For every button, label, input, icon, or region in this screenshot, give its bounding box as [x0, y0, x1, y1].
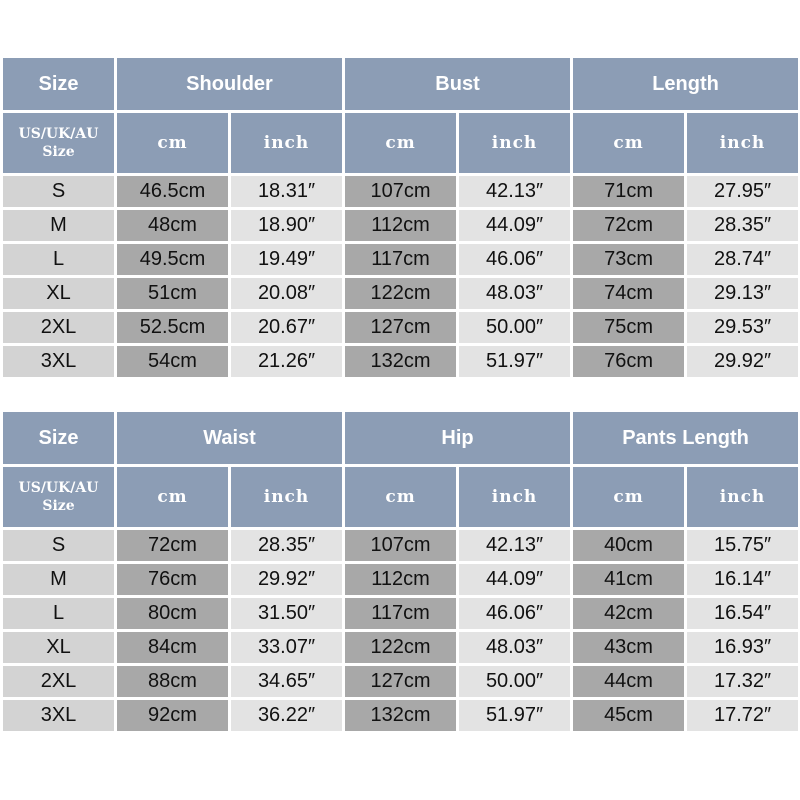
cm-cell: 72cm — [573, 210, 684, 241]
inch-cell: 46.06″ — [459, 598, 570, 629]
cm-cell: 73cm — [573, 244, 684, 275]
table-row — [3, 312, 798, 343]
unit-inch-header: inch — [687, 113, 798, 173]
size-cell: XL — [3, 632, 114, 663]
size-cell: S — [3, 176, 114, 207]
size-cell: M — [3, 210, 114, 241]
inch-cell: 16.14″ — [687, 564, 798, 595]
inch-cell: 33.07″ — [231, 632, 342, 663]
cm-cell: 71cm — [573, 176, 684, 207]
cm-cell: 112cm — [345, 564, 456, 595]
table-row — [3, 700, 798, 731]
inch-cell: 28.35″ — [231, 530, 342, 561]
inch-cell: 19.49″ — [231, 244, 342, 275]
unit-cm-header: cm — [117, 113, 228, 173]
inch-cell: 34.65″ — [231, 666, 342, 697]
group-header-shoulder: Shoulder — [117, 58, 342, 110]
inch-cell: 28.74″ — [687, 244, 798, 275]
cm-cell: 76cm — [117, 564, 228, 595]
cm-cell: 107cm — [345, 530, 456, 561]
inch-cell: 51.97″ — [459, 700, 570, 731]
size-cell: 2XL — [3, 666, 114, 697]
inch-cell: 31.50″ — [231, 598, 342, 629]
cm-cell: 43cm — [573, 632, 684, 663]
group-header-length: Length — [573, 58, 798, 110]
cm-cell: 41cm — [573, 564, 684, 595]
unit-inch-header: inch — [459, 113, 570, 173]
table-row — [3, 666, 798, 697]
cm-cell: 74cm — [573, 278, 684, 309]
cm-cell: 49.5cm — [117, 244, 228, 275]
bottom-size-table — [0, 409, 800, 734]
cm-cell: 127cm — [345, 666, 456, 697]
table-row — [3, 346, 798, 377]
inch-cell: 15.75″ — [687, 530, 798, 561]
cm-cell: 127cm — [345, 312, 456, 343]
unit-inch-header: inch — [231, 113, 342, 173]
cm-cell: 80cm — [117, 598, 228, 629]
group-header-bust: Bust — [345, 58, 570, 110]
inch-cell: 42.13″ — [459, 176, 570, 207]
cm-cell: 72cm — [117, 530, 228, 561]
size-cell: XL — [3, 278, 114, 309]
inch-cell: 29.92″ — [231, 564, 342, 595]
cm-cell: 76cm — [573, 346, 684, 377]
size-cell: 3XL — [3, 346, 114, 377]
cm-cell: 45cm — [573, 700, 684, 731]
cm-cell: 48cm — [117, 210, 228, 241]
cm-cell: 117cm — [345, 244, 456, 275]
table-row — [3, 632, 798, 663]
cm-cell: 75cm — [573, 312, 684, 343]
inch-cell: 36.22″ — [231, 700, 342, 731]
unit-cm-header: cm — [573, 113, 684, 173]
cm-cell: 46.5cm — [117, 176, 228, 207]
inch-cell: 18.31″ — [231, 176, 342, 207]
cm-cell: 112cm — [345, 210, 456, 241]
size-cell: S — [3, 530, 114, 561]
unit-cm-header: cm — [117, 467, 228, 527]
cm-cell: 132cm — [345, 700, 456, 731]
group-header-waist: Waist — [117, 412, 342, 464]
cm-cell: 92cm — [117, 700, 228, 731]
region-size-line2: Size — [42, 498, 75, 514]
cm-cell: 52.5cm — [117, 312, 228, 343]
unit-inch-header: inch — [687, 467, 798, 527]
region-size-line1: US/UK/AU — [18, 126, 99, 142]
table-row — [3, 598, 798, 629]
cm-cell: 117cm — [345, 598, 456, 629]
size-cell: L — [3, 244, 114, 275]
table-row — [3, 530, 798, 561]
inch-cell: 44.09″ — [459, 210, 570, 241]
top-table-body — [3, 176, 798, 377]
size-cell: L — [3, 598, 114, 629]
top-size-table — [0, 55, 800, 380]
table-row — [3, 244, 798, 275]
cm-cell: 44cm — [573, 666, 684, 697]
cm-cell: 51cm — [117, 278, 228, 309]
inch-cell: 48.03″ — [459, 632, 570, 663]
table-row — [3, 210, 798, 241]
region-size-line1: US/UK/AU — [18, 480, 99, 496]
unit-inch-header: inch — [459, 467, 570, 527]
unit-cm-header: cm — [345, 113, 456, 173]
inch-cell: 20.67″ — [231, 312, 342, 343]
inch-cell: 18.90″ — [231, 210, 342, 241]
cm-cell: 122cm — [345, 632, 456, 663]
inch-cell: 51.97″ — [459, 346, 570, 377]
inch-cell: 16.54″ — [687, 598, 798, 629]
cm-cell: 88cm — [117, 666, 228, 697]
inch-cell: 28.35″ — [687, 210, 798, 241]
cm-cell: 132cm — [345, 346, 456, 377]
group-header-hip: Hip — [345, 412, 570, 464]
inch-cell: 29.13″ — [687, 278, 798, 309]
cm-cell: 84cm — [117, 632, 228, 663]
unit-inch-header: inch — [231, 467, 342, 527]
inch-cell: 29.92″ — [687, 346, 798, 377]
inch-cell: 17.32″ — [687, 666, 798, 697]
inch-cell: 16.93″ — [687, 632, 798, 663]
table-row — [3, 176, 798, 207]
unit-cm-header: cm — [345, 467, 456, 527]
inch-cell: 50.00″ — [459, 666, 570, 697]
inch-cell: 48.03″ — [459, 278, 570, 309]
cm-cell: 107cm — [345, 176, 456, 207]
region-size-header — [3, 113, 114, 173]
inch-cell: 17.72″ — [687, 700, 798, 731]
size-cell: M — [3, 564, 114, 595]
inch-cell: 27.95″ — [687, 176, 798, 207]
cm-cell: 42cm — [573, 598, 684, 629]
inch-cell: 44.09″ — [459, 564, 570, 595]
inch-cell: 21.26″ — [231, 346, 342, 377]
size-header: Size — [3, 412, 114, 464]
size-cell: 2XL — [3, 312, 114, 343]
size-header: Size — [3, 58, 114, 110]
cm-cell: 40cm — [573, 530, 684, 561]
inch-cell: 20.08″ — [231, 278, 342, 309]
unit-cm-header: cm — [573, 467, 684, 527]
table-row — [3, 278, 798, 309]
table-row — [3, 564, 798, 595]
group-header-pants-length: Pants Length — [573, 412, 798, 464]
inch-cell: 50.00″ — [459, 312, 570, 343]
region-size-line2: Size — [42, 144, 75, 160]
inch-cell: 29.53″ — [687, 312, 798, 343]
size-cell: 3XL — [3, 700, 114, 731]
bottom-table-body — [3, 530, 798, 731]
inch-cell: 42.13″ — [459, 530, 570, 561]
cm-cell: 122cm — [345, 278, 456, 309]
region-size-header — [3, 467, 114, 527]
cm-cell: 54cm — [117, 346, 228, 377]
inch-cell: 46.06″ — [459, 244, 570, 275]
